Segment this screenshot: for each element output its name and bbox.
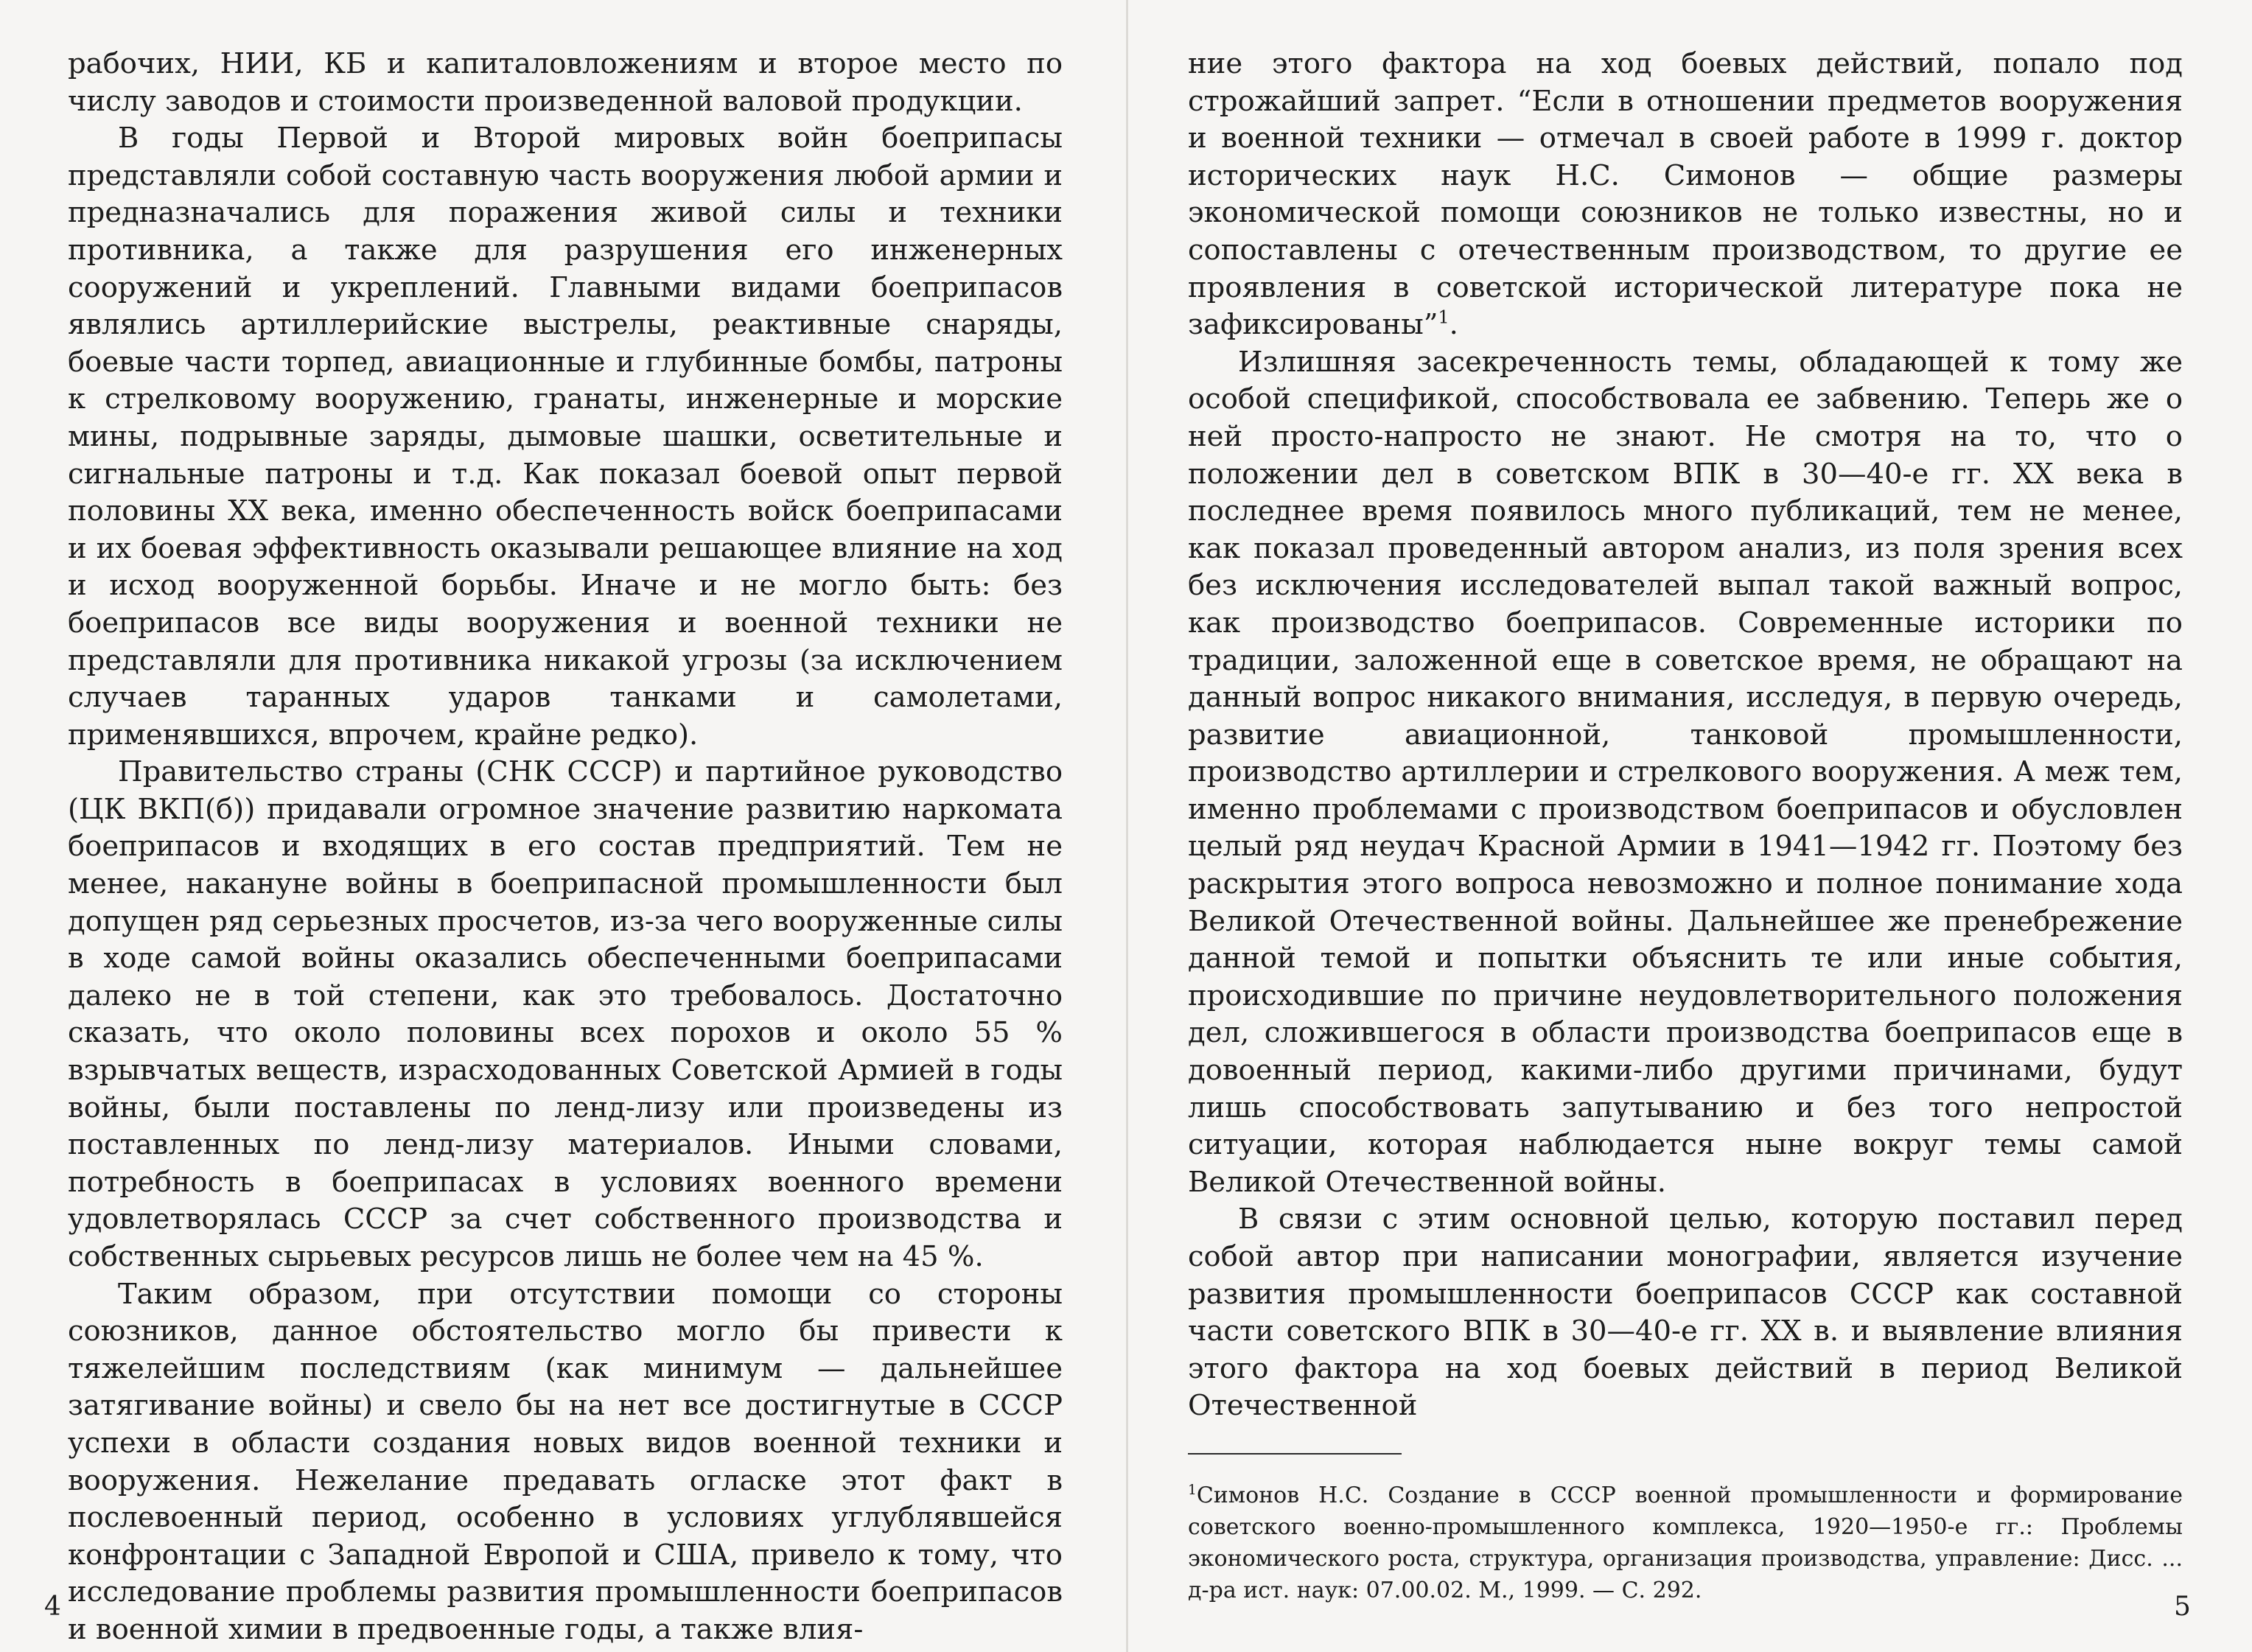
book-gutter bbox=[1126, 0, 1128, 1652]
right-paragraph-3: В связи с этим основной целью, которую поставил перед собой автор при написании монографии, является изучение развития промышленности боеприпасов СССР как составной части советского ВПК в 30—40-е гг. XX в. и выявление влияния этого фактора на ход боевых действий в период Великой Отечественной bbox=[1188, 1203, 2183, 1423]
right-paragraph-1-tail: . bbox=[1449, 308, 1458, 342]
right-paragraph-1-text: ние этого фактора на ход боевых действий, попало под строжайший запрет. “Если в отношении предметов вооружения и военной техники — отмечал в своей работе в 1999 г. доктор исторических наук Н.С. Симонов — общие размеры экономической помощи союзников не только известны, но и сопоставлены с отечественным производством, то другие ее проявления в советской исторической литературе пока не зафиксированы” bbox=[1188, 47, 2183, 342]
footnote bbox=[1188, 1480, 2183, 1606]
page-number-right: 5 bbox=[2174, 1592, 2191, 1622]
footnote-divider bbox=[1188, 1453, 1402, 1455]
left-page bbox=[68, 46, 1063, 1649]
page-number-left: 4 bbox=[44, 1592, 61, 1622]
left-paragraph-2: В годы Первой и Второй мировых войн боеприпасы представляли собой составную часть вооружения любой армии и предназначались для поражения живой силы и техники противника, а также для разрушения его инженерных сооружений и укреплений. Главными видами боеприпасов являлись артиллерийские выстрелы, реактивные снаряды, боевые части торпед, авиационные и глубинные бомбы, патроны к стрелковому вооружению, гранаты, инженерные и морские мины, подрывные заряды, дымовые шашки, осветительные и сигнальные патроны и т.д. Как показал боевой опыт первой половины XX века, именно обеспеченность войск боеприпасами и их боевая эффективность оказывали решающее влияние на ход и исход вооруженной борьбы. Иначе и не могло быть: без боеприпасов все виды вооружения и военной техники не представляли для противника никакой угрозы (за исключением случаев таранных ударов танками и самолетами, применявшихся, впрочем, крайне редко). bbox=[68, 122, 1063, 752]
footnote-text: Симонов Н.С. Создание в СССР военной промышленности и формирование советского военно-промышленного комплекса, 1920—1950-е гг.: Проблемы экономического роста, структура, организация производства, управление: Дисс. ... д-ра ист. наук: 07.00.02. М., 1999. — С. 292. bbox=[1188, 1482, 2183, 1603]
footnote-reference: 1 bbox=[1438, 307, 1450, 328]
left-paragraph-1: рабочих, НИИ, КБ и капиталовложениям и второе место по числу заводов и стоимости произведенной валовой продукции. bbox=[68, 47, 1063, 118]
right-paragraph-1 bbox=[1188, 46, 2183, 344]
right-paragraph-2: Излишняя засекреченность темы, обладающей к тому же особой спецификой, способствовала ее забвению. Теперь же о ней просто-напросто не знают. Не смотря на то, что о положении дел в советском ВПК в 30—40-е гг. XX века в последнее время появилось много публикаций, тем не менее, как показал проведенный автором анализ, из поля зрения всех без исключения исследователей выпал такой важный вопрос, как производство боеприпасов. Современные историки по традиции, заложенной еще в советское время, не обращают на данный вопрос никакого внимания, исследуя, в первую очередь, развитие авиационной, танковой промышленности, производство артиллерии и стрелкового вооружения. А меж тем, именно проблемами с производством боеприпасов и обусловлен целый ряд неудач Красной Армии в 1941—1942 гг. Поэтому без раскрытия этого вопроса невозможно и полное понимание хода Великой Отечественной войны. Дальнейшее же пренебрежение данной темой и попытки объяснить те или иные события, происходившие по причине неудовлетворительного положения дел, сложившегося в области производства боеприпасов еще в довоенный период, какими-либо другими причинами, будут лишь способствовать запутыванию и без того непростой ситуации, которая наблюдается ныне вокруг темы самой Великой Отечественной войны. bbox=[1188, 345, 2183, 1199]
right-page bbox=[1188, 46, 2183, 1606]
footnote-number: 1 bbox=[1188, 1482, 1197, 1498]
left-paragraph-3: Правительство страны (СНК СССР) и партийное руководство (ЦК ВКП(б)) придавали огромное значение развитию наркомата боеприпасов и входящих в его состав предприятий. Тем не менее, накануне войны в боеприпасной промышленности был допущен ряд серьезных просчетов, из-за чего вооруженные силы в ходе самой войны оказались обеспеченными боеприпасами далеко не в той степени, как это требовалось. Достаточно сказать, что около половины всех порохов и около 55 % взрывчатых веществ, израсходованных Советской Армией в годы войны, были поставлены по ленд-лизу или произведены из поставленных по ленд-лизу материалов. Иными словами, потребность в боеприпасах в условиях военного времени удовлетворялась СССР за счет собственного производства и собственных сырьевых ресурсов лишь не более чем на 45 %. bbox=[68, 755, 1063, 1273]
left-paragraph-4: Таким образом, при отсутствии помощи со стороны союзников, данное обстоятельство могло бы привести к тяжелейшим последствиям (как минимум — дальнейшее затягивание войны) и свело бы на нет все достигнутые в СССР успехи в области создания новых видов военной техники и вооружения. Нежелание предавать огласке этот факт в послевоенный период, особенно в условиях углублявшейся конфронтации с Западной Европой и США, привело к тому, что исследование проблемы развития промышленности боеприпасов и военной химии в предвоенные годы, а также влия- bbox=[68, 1277, 1063, 1646]
